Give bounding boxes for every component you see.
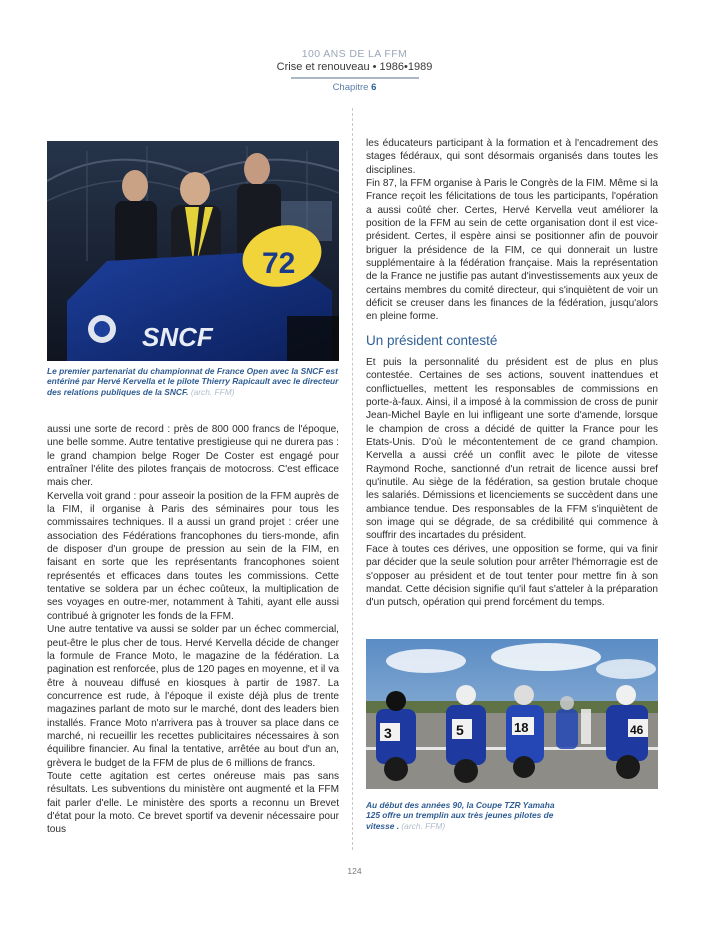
header-rule <box>291 77 419 79</box>
page-header <box>0 48 709 93</box>
caption-text: Au début des années 90, la Coupe TZR Yamaha 125 offre un tremplin aux très jeunes pilotes de vitesse . <box>366 800 555 831</box>
photo-race-start-illustration <box>366 639 658 789</box>
paragraph: Une autre tentative va aussi se solder par un échec commercial, peut-être le plus cher de tous. Hervé Kervella décide de changer la formule de France Moto, le magazine de la fédération. La pagination est renforcée, plus de 120 pages en moyenne, et il va être à nouveau diffusé en kiosques à partir de 1987. La concurrence est rude, à l'époque il existe déjà plus de trente magazines parlant de moto sur le marché, dont des leaders bien installés. France Moto n'arrivera pas à trouver sa place dans ce marché, ni recueillir les recettes publicitaires nécessaires à son équilibre financier. Au final la tentative, arrêtée au bout d'un an, grèvera le budget de la FFM de plus de 6 millions de francs. <box>47 624 339 769</box>
left-column <box>47 423 339 837</box>
page-number: 124 <box>347 866 362 876</box>
bike-number-plate: 72 <box>262 247 296 280</box>
bike-number: 3 <box>384 725 392 741</box>
bike-number: 46 <box>630 723 644 737</box>
chapter-subtitle: Crise et renouveau • 1986•1989 <box>276 61 433 73</box>
chapter-label <box>0 82 709 93</box>
caption-credit: (arch. FFM) <box>401 820 446 831</box>
right-column-top <box>366 137 658 324</box>
column-divider <box>352 108 353 850</box>
paragraph: les éducateurs participant à la formation et à l'encadrement des stages fédéraux, qui sont désormais organisés dans toutes les disciplines. <box>366 138 658 176</box>
photo-race-start-caption <box>366 800 566 831</box>
caption-credit: (arch. FFM) <box>190 386 235 397</box>
paragraph: Toute cette agitation est certes onéreuse mais pas sans résultats. Les subventions du ministère ont augmenté et la FFM fait parler d'elle. Le ministère des sports a reconnu un Brevet d'état pour la moto. Ce brevet sportif va devenir nécessaire pour tous <box>47 770 339 836</box>
paragraph: Et puis la personnalité du président est de plus en plus contestée. Certaines de ses actions, souvent inattendues et conflictuelles, mettent les responsables de commissions en porte-à-faux. Ainsi, il a imposé à la commission de cross de punir Jean-Michel Bayle en lui infligeant une sorte d'amende, lorsque le champion de cross a décidé de quitter la France pour les Etats-Unis. D'où le mécontentement de ce grand champion. Kervella a aussi créé un conflit avec le pilote de vitesse Raymond Roche, sanctionné d'un retrait de licence aussi bref qu'inutile. Au siège de la fédération, sa gestion brutale choque les salariés. Démissions et licenciements se succèdent dans une ambiance tendue. Des responsables de la FFM s'inquiètent de son image qui se dégrade, de sa crédibilité qui commence à souffrir des incartades du président. <box>366 357 658 542</box>
fairing-logo: SNCF <box>142 322 213 352</box>
paragraph: aussi une sorte de record : près de 800 000 francs de l'époque, une belle somme. Autre tentative prestigieuse qui ne durera pas : le grand champion belge Roger De Coster est engagé pour entraîner l'élite des pilotes français de motocross. C'est efficace mais cher. <box>47 424 339 489</box>
right-column-bottom <box>366 356 658 610</box>
photo-partnership <box>47 141 339 361</box>
book-title: 100 ANS DE LA FFM <box>301 48 408 60</box>
paragraph: Face à toutes ces dérives, une opposition se forme, qui va finir par décider que la seule solution pour arrêter l'hémorragie est de s'opposer au président et de tout tenter pour mettre fin à son mandat. Cette décision signifie qu'il faut s'atteler à la préparation d'un putsch, opération qui prend forcément du temps. <box>366 543 658 609</box>
photo-partnership-caption <box>47 366 347 397</box>
paragraph: Kervella voit grand : pour asseoir la position de la FFM auprès de la FIM, il organise à Paris des séminaires pour tous les commissaires techniques. Il a aussi un grand projet : créer une association des Fédérations francophones du tiers-monde, afin de disposer d'un groupe de pression au sein de la FIM, en faisant en sorte que les représentants francophones soient représentés et efficaces dans toutes les commissions. Cette tentative se soldera par un échec coûteux, la multiplication de ses voyages en outre-mer, notamment à Tahiti, ayant elle aussi contribué à grignoter les fonds de la FFM. <box>47 490 339 622</box>
photo-race-start <box>366 639 658 789</box>
bike-number: 5 <box>456 722 464 738</box>
paragraph: Fin 87, la FFM organise à Paris le Congrès de la FIM. Même si la France reçoit les félicitations de tous les participants, l'opération a aussi coûté cher. Certes, Hervé Kervella veut améliorer la position de la FFM au sein de cette organisation dont il est vice-président. Certes, il espère ainsi se positionner afin de pouvoir briguer la présidence de la FIM, ce qui donnerait un lustre supplémentaire à la fédération française. Mais la représentation de la France ne justifie pas autant d'investissements aux yeux de certains membres du comité directeur, qui s'inquiètent de voir un déficit se creuser dans les finances de la fédération, jusqu'alors en pleine forme. <box>366 178 658 323</box>
chapter-word: Chapitre <box>332 82 369 93</box>
caption-text: Le premier partenariat du championnat de France Open avec la SNCF est entériné par Hervé Kervella et le pilote Thierry Rapicault avec le directeur des relations publiques de la SNCF. <box>47 366 339 397</box>
section-heading: Un président contesté <box>366 333 498 348</box>
chapter-number: 6 <box>371 82 377 93</box>
bike-number: 18 <box>514 720 529 735</box>
photo-partnership-illustration <box>47 141 339 361</box>
